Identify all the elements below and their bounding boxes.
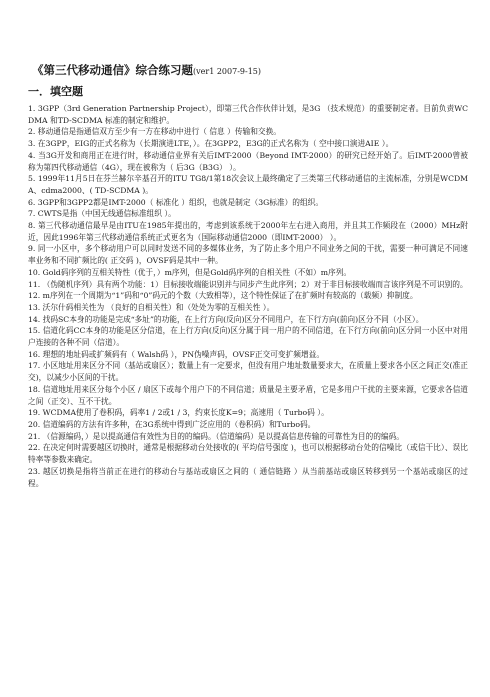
question-item: 11. （伪随机序列）具有两个功能：1）目标接收端能识别并与同步产生此序列；2）对于非目标接收端而言该序列是不可识别的。 bbox=[28, 279, 468, 289]
question-item: 1. 3GPP（3rd Generation Partnership Project），即第三代合作伙伴计划，是3G （技术规范）的重要制定者。目前负责WCDMA 和TD-SCDMA 标准的制定和维护。 bbox=[28, 104, 468, 125]
question-item: 4. 当3G开发和商用正在进行时，移动通信业界有关后IMT-2000（Beyond IMT-2000）的研究已经开始了。后IMT-2000曾被称为第四代移动通信（4G），现在被称为（ 后3G（B3G） ）。 bbox=[28, 150, 468, 172]
question-item: 23. 越区切换是指将当前正在进行的移动台与基站或扇区之间的（ 通信链路 ）从当前基站或扇区转移到另一个基站或扇区的过程。 bbox=[28, 466, 468, 488]
question-item: 9. 同一小区中，多个移动用户可以同时发送不同的多媒体业务，为了防止多个用户不同业务之间的干扰，需要一种可满足不同速率业务和不同扩频比的( 正交码 )，OVSF码是其中一种。 bbox=[28, 244, 468, 266]
question-item: 17. 小区地址用来区分不同（基站或扇区）；数量上有一定要求，但没有用户地址数量要求大，在质量上要求各小区之间正交(准正交)，以减少小区间的干扰。 bbox=[28, 361, 468, 383]
question-item: 10. Gold码序列的互相关特性（优于，）m序列，但是Gold码序列的自相关性（不如）m序列。 bbox=[28, 267, 352, 277]
question-item: 7. CWTS是指（中国无线通信标准组织 ）。 bbox=[28, 209, 176, 219]
document-title bbox=[32, 62, 472, 80]
question-item: 5. 1999年11月5日在芬兰赫尔辛基召开的ITU TG8/1第18次会议上最终确定了三类第三代移动通信的主流标准，分别是WCDMA、cdma2000、( TD-SCDMA )。 bbox=[28, 174, 468, 195]
question-item: 18. 信道地址用来区分每个小区 / 扇区下或每个用户下的不同信道；质量是主要矛盾，它是多用户干扰的主要来源，它要求各信道之间（正交）、互不干扰。 bbox=[28, 384, 468, 406]
question-list bbox=[28, 103, 468, 489]
question-item: 21. （信源编码，）是以提高通信有效性为目的的编码。（信道编码）是以提高信息传输的可靠性为目的的编码。 bbox=[28, 431, 404, 441]
question-item: 14. 找码SC本身的功能是完成“多址”的功能，在上行方向(反向)区分不同用户，在下行方向(前向)区分不同（小区）。 bbox=[28, 314, 424, 324]
question-item: 8. 第三代移动通信最早是由ITU在1985年提出的，考虑到该系统于2000年左右进入商用，并且其工作频段在（2000）MHz附近，因此1996年第三代移动通信系统正式更名为（国际移动通信2000（即IMT-2000） ）。 bbox=[28, 221, 468, 242]
question-item: 13. 沃尔什码相关性为 （良好的自相关性）和（处处为零的互相关性 ）。 bbox=[28, 302, 275, 312]
section-heading: 一．填空题 bbox=[28, 85, 83, 98]
question-item: 20. 信道编码的方法有许多种，在3G系统中得到广泛应用的（卷积码）和Turbo码。 bbox=[28, 419, 316, 429]
question-item: 12. m序列在一个周期为“1”码和“0”码元的个数（大致相等），这个特性保证了在扩频时有较高的（载频）抑制度。 bbox=[28, 291, 418, 301]
question-item: 6. 3GPP和3GPP2都是IMT-2000（ 标准化 ）组织，也就是制定（3G标准）的组织。 bbox=[28, 197, 324, 207]
question-item: 3. 在3GPP，EIG的正式名称为（长期演进LTE，）。在3GPP2，E3G的正式名称为（ 空中接口演进AIE ）。 bbox=[28, 139, 394, 149]
question-item: 19. WCDMA使用了卷积码，码率1 / 2或1 / 3，约束长度K=9；高速用（ Turbo码 ）。 bbox=[28, 408, 329, 418]
question-item: 22. 在决定何时需要越区切换时，通常是根据移动台处接收的( 平均信号强度 )，也可以根据移动台处的信噪比（或信干比）、误比特率等参数来确定。 bbox=[28, 443, 468, 465]
question-item: 15. 信道化码CC本身的功能是区分信道，在上行方向(反向)区分属于同一用户的不同信道，在下行方向(前向)区分同一小区中对用户连接的各种不同（信道）。 bbox=[28, 326, 468, 348]
version-text: (ver1 2007-9-15) bbox=[193, 67, 261, 76]
question-item: 2. 移动通信是指通信双方至少有一方在移动中进行（ 信息 ）传输和交换。 bbox=[28, 127, 281, 137]
title-text: 《第三代移动通信》综合练习题 bbox=[32, 63, 193, 77]
question-item: 16. 理想的地址码或扩频码有（ Walsh码 ），PN伪噪声码，OVSF正交可变扩频增益。 bbox=[28, 349, 325, 359]
